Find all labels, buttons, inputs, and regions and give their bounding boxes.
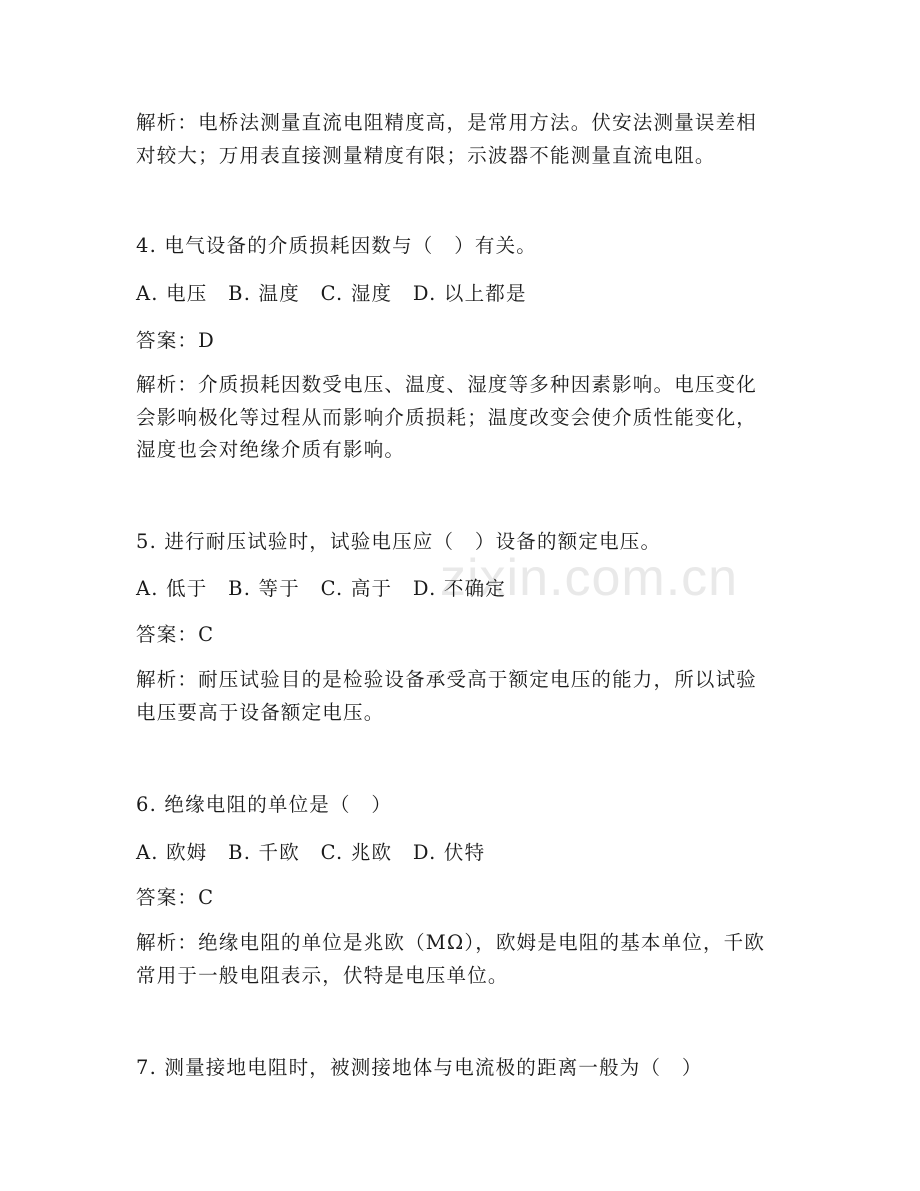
q5-analysis-line-2: 电压要高于设备额定电压。 — [136, 701, 385, 724]
q4-options: A. 电压 B. 温度 C. 湿度 D. 以上都是 — [136, 282, 527, 305]
q3-analysis-line-1: 解析：电桥法测量直流电阻精度高，是常用方法。伏安法测量误差相 — [136, 111, 758, 134]
q5-options: A. 低于 B. 等于 C. 高于 D. 不确定 — [136, 577, 506, 600]
q6-analysis-line-1: 解析：绝缘电阻的单位是兆欧（MΩ），欧姆是电阻的基本单位，千欧 — [136, 931, 766, 954]
q6-options: A. 欧姆 B. 千欧 C. 兆欧 D. 伏特 — [136, 841, 486, 864]
q4-analysis-line-1: 解析：介质损耗因数受电压、温度、湿度等多种因素影响。电压变化 — [136, 373, 758, 396]
q4-question: 4. 电气设备的介质损耗因数与（ ）有关。 — [136, 234, 538, 257]
q6-question: 6. 绝缘电阻的单位是（ ） — [136, 793, 393, 816]
q3-analysis-line-2: 对较大；万用表直接测量精度有限；示波器不能测量直流电阻。 — [136, 144, 716, 167]
q4-answer: 答案：D — [136, 329, 215, 352]
watermark: zixin.com.cn — [440, 549, 739, 607]
q5-question: 5. 进行耐压试验时，试验电压应（ ）设备的额定电压。 — [136, 530, 662, 553]
q4-analysis-line-3: 湿度也会对绝缘介质有影响。 — [136, 438, 406, 461]
q6-analysis-line-2: 常用于一般电阻表示，伏特是电压单位。 — [136, 964, 509, 987]
q7-question: 7. 测量接地电阻时，被测接地体与电流极的距离一般为（ ） — [136, 1056, 703, 1079]
q5-answer: 答案：C — [136, 623, 215, 646]
q6-answer: 答案：C — [136, 886, 215, 909]
q5-analysis-line-1: 解析：耐压试验目的是检验设备承受高于额定电压的能力，所以试验 — [136, 668, 758, 691]
q4-analysis-line-2: 会影响极化等过程从而影响介质损耗；温度改变会使介质性能变化， — [136, 406, 758, 429]
